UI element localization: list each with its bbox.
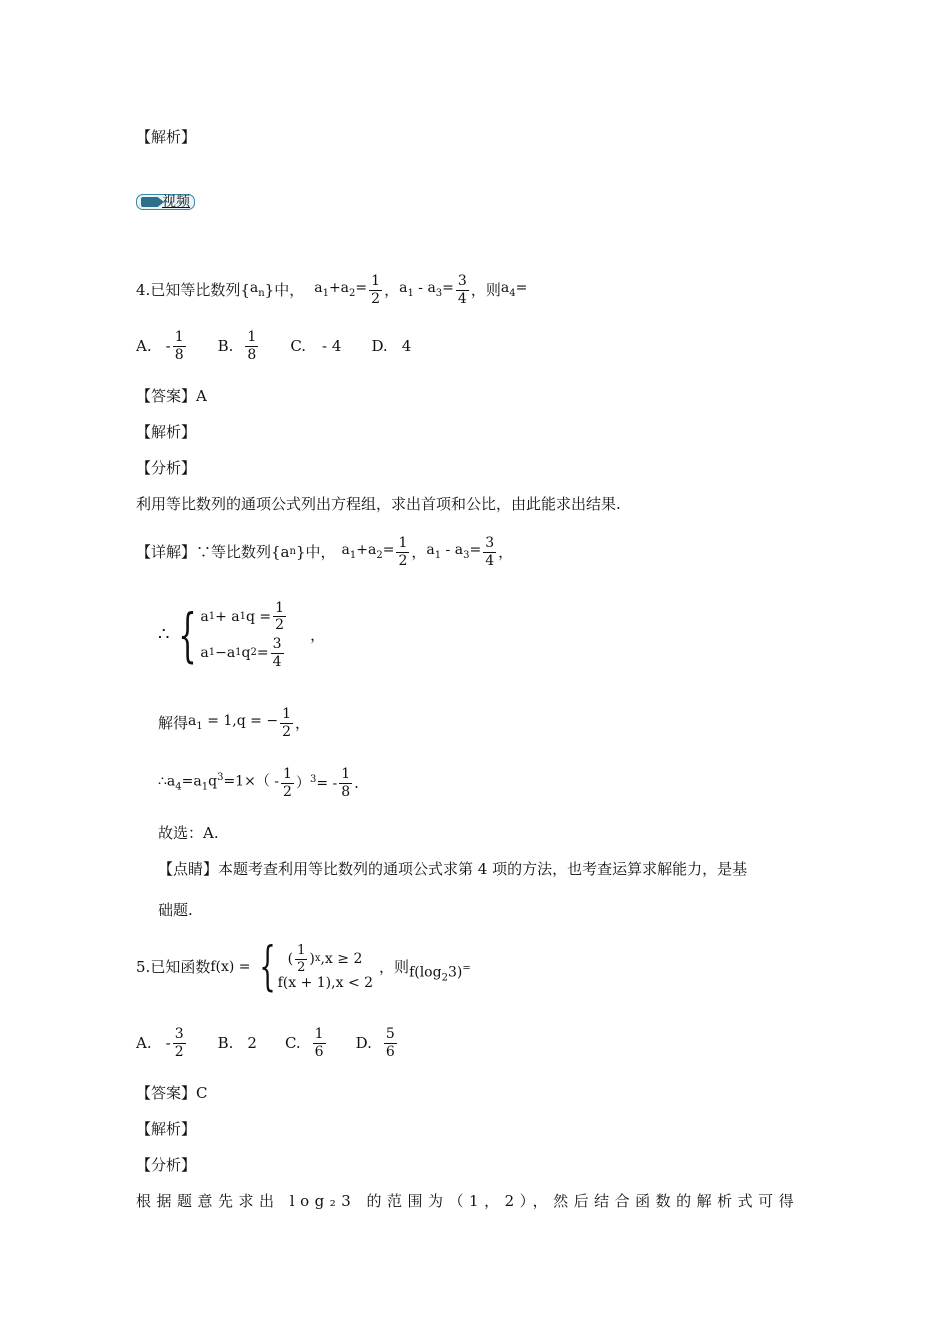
detail-fraction-3-4: $\frac{3}{4}$ [485,534,495,569]
detail-label: 【详解】 [136,542,197,561]
choose-4: 故选：A. [158,824,219,842]
option-c-label: C. [290,336,307,355]
fenxi-4-text: 利用等比数列的通项公式列出方程组，求出首项和公比，由此能求出结果. [136,495,621,513]
q5-option-c-label: C. [284,1033,301,1052]
remark-4-line2: 础题. [158,901,193,919]
option-a-sign: - [165,336,171,355]
q5-option-d-label: D. [355,1033,372,1052]
q5-option-a-label: A. [136,1033,152,1052]
fx-label: f(x) = [210,959,251,975]
then-text: ，则 [470,280,501,299]
a4-term: $a_4=$ [500,280,528,299]
ask-5: $f(\log_23)^=$ [409,963,471,984]
video-camera-icon [141,197,159,207]
detail-sub: n [289,546,296,557]
stem-5: 已知函数 [150,957,211,976]
fraction-1-2: $\frac{1}{2}$ [371,272,381,307]
question-5-options [136,1022,399,1064]
solution-line [158,702,310,744]
a4-fraction-1-8: $\frac{1}{8}$ [341,765,351,800]
question-number-5: 5. [136,957,151,976]
option-b-label: B. [217,336,234,355]
then-5: ，则 [379,957,410,976]
a4-expr: $\therefore a_4=a_1q^3=1\times$（ - [158,772,280,793]
q5-option-b-value: 2 [247,1033,257,1052]
analysis-heading: 【解析】 [136,128,197,146]
fenxi-5-text: 根据题意先求出 log₂3 的范围为（1，2），然后结合函数的解析式可得 [136,1192,800,1210]
solve-equation: $a_1 = 1,q$ = − [188,713,279,732]
analysis-4: 【解析】 [136,423,197,441]
system-row-1: a 1 + a 1 q = $\frac{1}{2}$ [200,599,285,634]
fenxi-5: 【分析】 [136,1156,197,1174]
left-brace: { [178,601,198,669]
equation-1: $a_1+a_2=$ [314,280,368,299]
a4-period: . [354,773,359,792]
q5-option-a-sign: - [165,1033,171,1052]
video-button[interactable] [136,194,195,210]
question-4-stem [136,270,527,310]
remark-4 [158,862,747,877]
detail-text-b: }中， [295,542,336,561]
piecewise-cases [278,944,373,990]
option-b-fraction: $\frac{1}{8}$ [247,328,257,363]
detail-text: ∵等比数列{a [196,542,290,561]
q5-option-b-label: B. [217,1033,234,1052]
solve-label: 解得 [158,713,189,732]
stem-text-b: }中， [264,280,305,299]
solve-comma: ， [294,713,310,732]
equation-system [158,592,325,678]
option-a-fraction: $\frac{1}{8}$ [174,328,184,363]
q5-option-c-fraction: $\frac{1}{6}$ [314,1025,324,1060]
solve-fraction: $\frac{1}{2}$ [282,705,291,740]
detail-eq-1: $a_1+a_2=$ [341,542,395,561]
option-a-label: A. [136,336,152,355]
remark-label: 【点睛】 [158,860,219,878]
a4-computation [158,762,359,804]
fenxi-4: 【分析】 [136,459,197,477]
option-d-value: 4 [401,336,412,355]
case-2: f(x + 1),x < 2 [277,975,374,992]
option-d-label: D. [371,336,388,355]
equation-2: $a_1 - a_3=$ [399,280,454,299]
question-5-stem [136,938,471,996]
answer-4: 【答案】A [136,387,207,405]
a4-fraction-1-2: $\frac{1}{2}$ [283,765,292,800]
detail-fraction-1-2: $\frac{1}{2}$ [398,534,408,569]
answer-5: 【答案】C [136,1084,208,1102]
therefore-symbol: ∴ [158,624,170,645]
comma: ， [498,542,514,561]
detail-eq-2: $a_1 - a_3=$ [426,542,482,561]
detail-4 [136,530,513,574]
comma: ， [384,280,400,299]
question-number: 4. [136,280,151,299]
question-4-options [136,326,411,366]
a4-close: ）$^3$= - [295,774,338,792]
stem-text: 已知等比数列{ [150,280,250,299]
q5-option-a-fraction: $\frac{3}{2}$ [174,1025,184,1060]
option-c-value: - 4 [322,336,342,355]
fraction-3-4: $\frac{3}{4}$ [457,272,467,307]
piecewise-brace: { [258,937,276,997]
system-comma: ， [310,625,326,644]
case-1: ( $\frac{1}{2}$ ) x ,x ≥ 2 [287,942,363,975]
video-label: 视频 [162,194,190,210]
comma: ， [411,542,427,561]
remark-text-1: 本题考查利用等比数列的通项公式求第 4 项的方法，也考查运算求解能力，是基 [218,860,748,878]
analysis-5: 【解析】 [136,1120,197,1138]
system-row-2: a 1 −a 1 q 2 = $\frac{3}{4}$ [200,636,282,670]
an-term: $a_n$ [249,280,265,299]
q5-option-d-fraction: $\frac{5}{6}$ [385,1025,395,1060]
